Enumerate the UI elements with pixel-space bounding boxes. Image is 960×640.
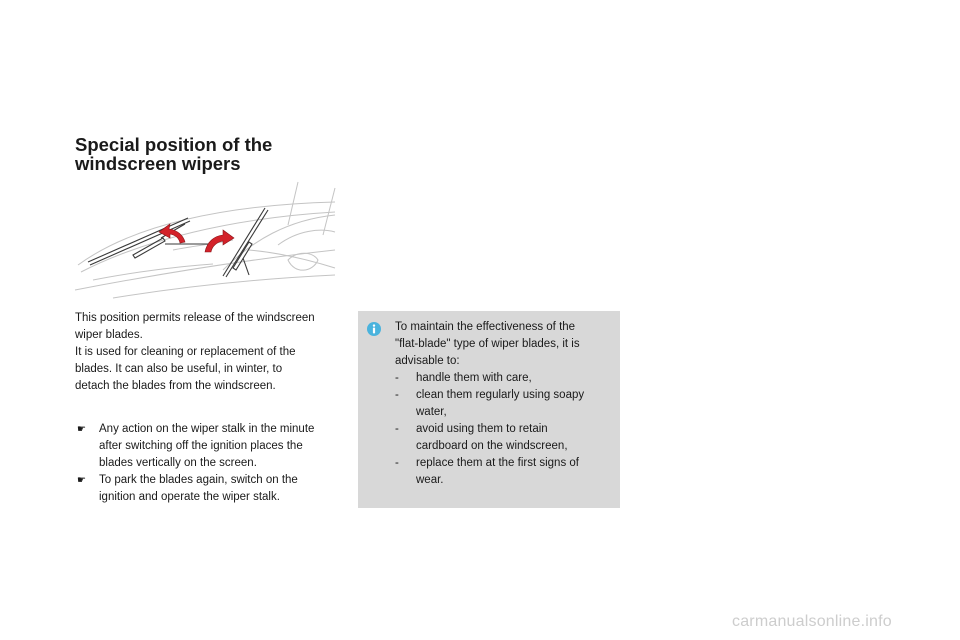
instruction-list [75,421,355,506]
advice-line: avoid using them to retain [416,423,548,435]
advice-line: clean them regularly using soapy [416,389,585,401]
dash-marker: - [395,389,399,401]
instruction-item [75,472,355,506]
page-title-line: windscreen wipers [75,153,241,174]
instruction-line: after switching off the ignition places the [99,440,303,452]
advice-line: handle them with care, [416,372,532,384]
intro-line: blades. It can also be useful, in winter, to [75,363,283,375]
intro-line: It is used for cleaning or replacement of the [75,346,296,358]
instruction-line: blades vertically on the screen. [99,457,257,469]
advice-item [395,387,615,421]
advice-line: cardboard on the windscreen, [416,440,568,452]
info-line: "flat-blade" type of wiper blades, it is [395,338,580,350]
intro-line: detach the blades from the windscreen. [75,380,276,392]
dash-marker: - [395,372,399,384]
intro-paragraph [75,310,350,395]
watermark: carmanualsonline.info [732,613,892,630]
instruction-line: ignition and operate the wiper stalk. [99,491,280,503]
pointing-hand-icon: ☛ [77,424,86,435]
info-text [395,319,615,489]
intro-line: This position permits release of the windscreen [75,312,315,324]
info-line: advisable to: [395,355,460,367]
instruction-line: Any action on the wiper stalk in the minute [99,423,315,435]
instruction-line: To park the blades again, switch on the [99,474,298,486]
instruction-item [75,421,355,472]
pointing-hand-icon: ☛ [77,475,86,486]
dash-marker: - [395,457,399,469]
dash-marker: - [395,423,399,435]
intro-line: wiper blades. [75,329,143,341]
advice-item [395,370,615,387]
info-line: To maintain the effectiveness of the [395,321,576,333]
advice-line: replace them at the first signs of [416,457,579,469]
page-title-line: Special position of the [75,134,273,155]
page-title [75,135,375,173]
windscreen-wipers-illustration [73,180,338,305]
info-box [358,311,620,508]
advice-item [395,421,615,455]
info-icon [367,322,381,336]
advice-line: wear. [416,474,444,486]
advice-item [395,455,615,489]
advice-line: water, [416,406,447,418]
